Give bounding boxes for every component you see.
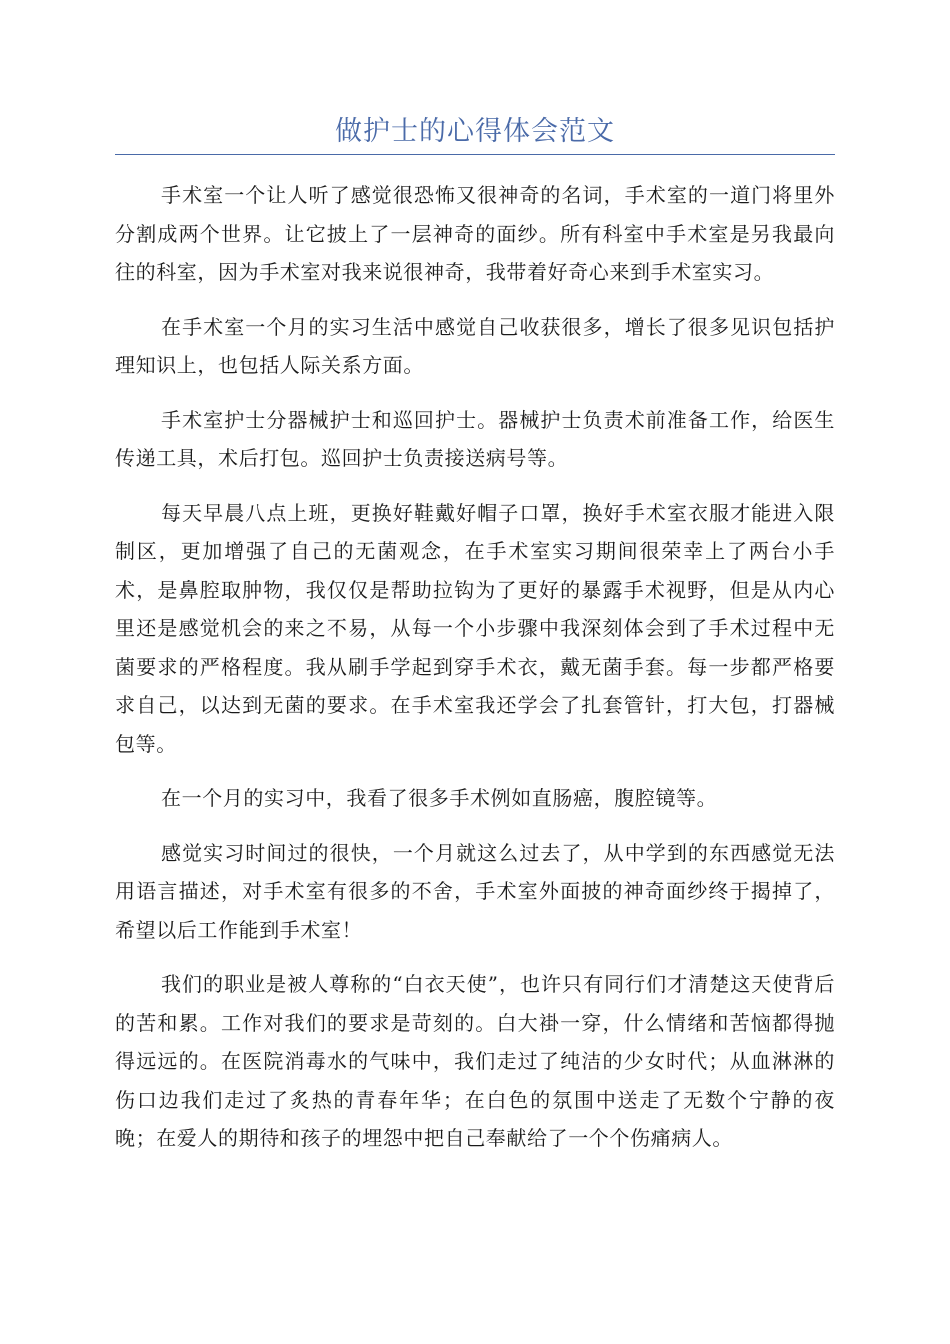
paragraph-1: 手术室一个让人听了感觉很恐怖又很神奇的名词，手术室的一道门将里外分割成两个世界。让它披上了一层神奇的面纱。所有科室中手术室是另我最向往的科室，因为手术室对我来说很神奇，我带着好奇心来到手术室实习。 [115, 183, 835, 284]
paragraph-3: 手术室护士分器械护士和巡回护士。器械护士负责术前准备工作，给医生传递工具，术后打包。巡回护士负责接送病号等。 [115, 407, 835, 470]
paragraph-7: 我们的职业是被人尊称的“白衣天使”，也许只有同行们才清楚这天使背后的苦和累。工作对我们的要求是苛刻的。白大褂一穿，什么情绪和苦恼都得抛得远远的。在医院消毒水的气味中，我们走过了纯洁的少女时代；从血淋淋的伤口边我们走过了炙热的青春年华；在白色的氛围中送走了无数个宁静的夜晚；在爱人的期待和孩子的埋怨中把自己奉献给了一个个伤痛病人。 [115, 972, 835, 1150]
paragraph-2: 在手术室一个月的实习生活中感觉自己收获很多，增长了很多见识包括护理知识上，也包括人际关系方面。 [115, 314, 835, 377]
title-underline [115, 154, 835, 155]
paragraph-4: 每天早晨八点上班，更换好鞋戴好帽子口罩，换好手术室衣服才能进入限制区，更加增强了自己的无菌观念，在手术室实习期间很荣幸上了两台小手术，是鼻腔取肿物，我仅仅是帮助拉钩为了更好的暴露手术视野，但是从内心里还是感觉机会的来之不易，从每一个小步骤中我深刻体会到了手术过程中无菌要求的严格程度。我从刷手学起到穿手术衣，戴无菌手套。每一步都严格要求自己，以达到无菌的要求。在手术室我还学会了扎套管针，打大包，打器械包等。 [115, 500, 835, 756]
paragraph-6: 感觉实习时间过的很快，一个月就这么过去了，从中学到的东西感觉无法用语言描述，对手术室有很多的不舍，手术室外面披的神奇面纱终于揭掉了，希望以后工作能到手术室！ [115, 840, 835, 942]
paragraph-5: 在一个月的实习中，我看了很多手术例如直肠癌，腹腔镜等。 [161, 786, 718, 810]
document-title: 做护士的心得体会范文 [335, 116, 615, 147]
document-body [115, 176, 835, 1174]
